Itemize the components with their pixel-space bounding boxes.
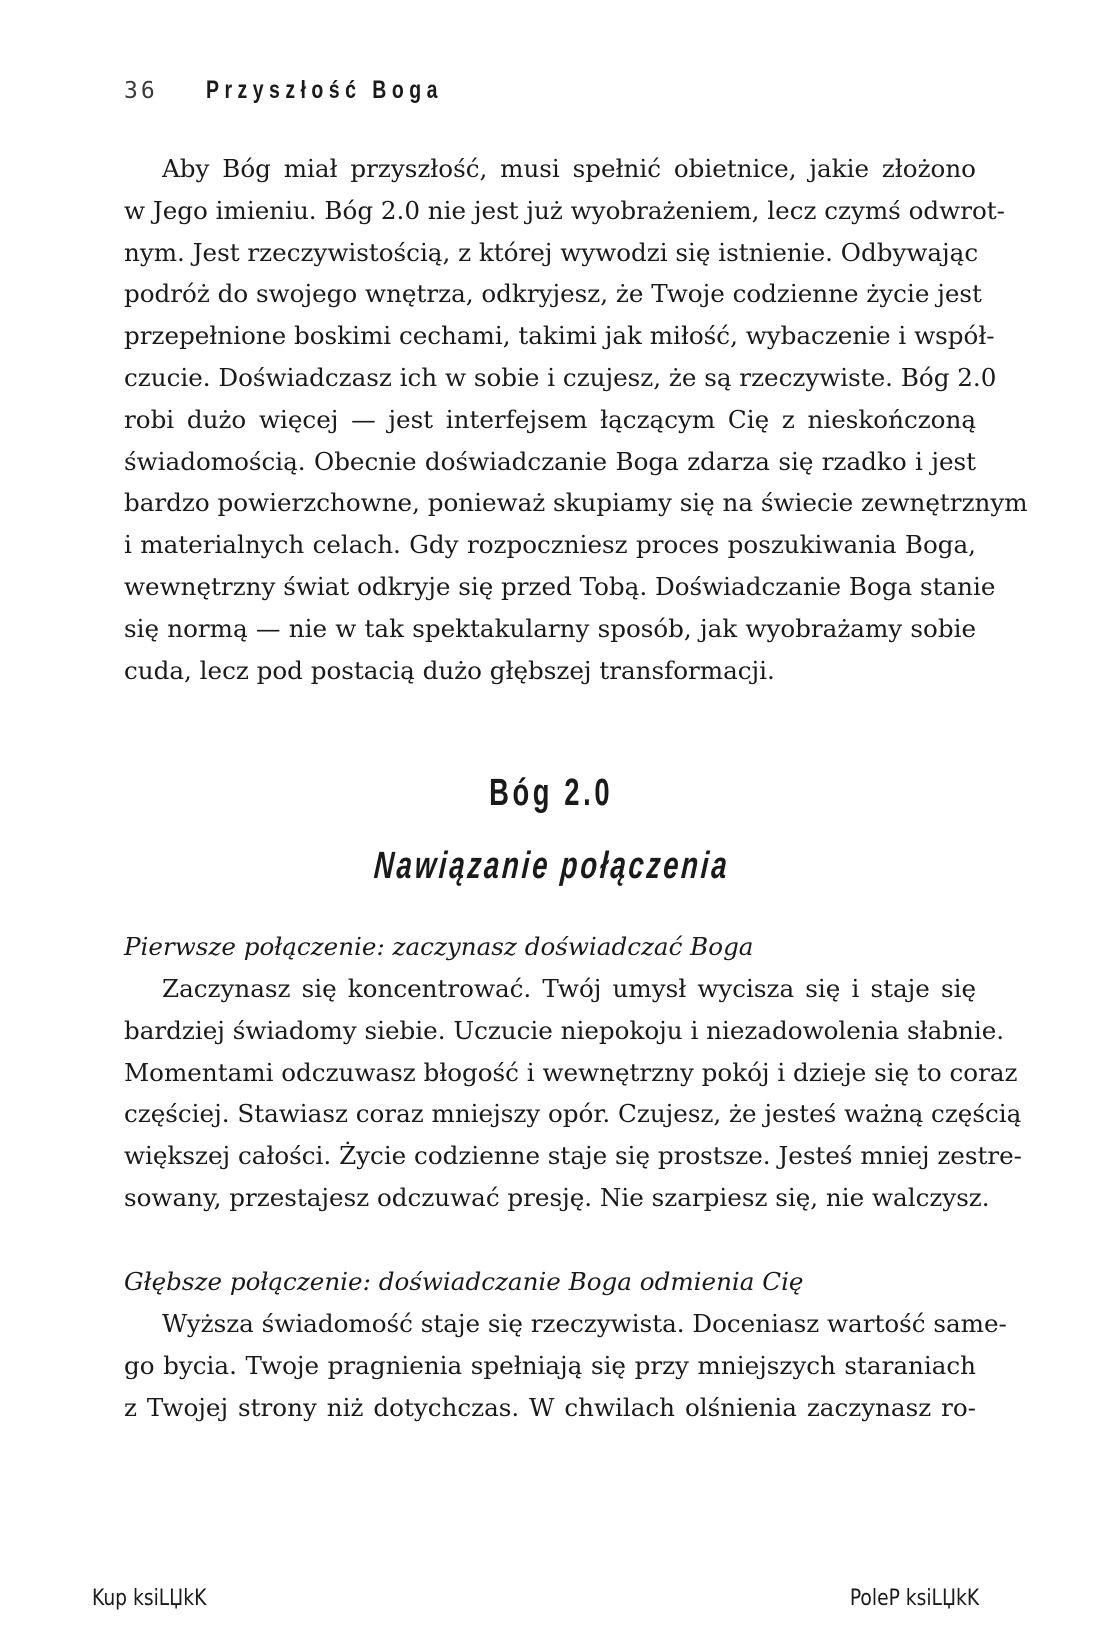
- section-title-text: Bóg 2.0: [489, 772, 614, 814]
- recommend-book-link[interactable]: PoleP ksiLЏkK: [849, 1586, 979, 1611]
- deeper-connection-paragraph: [124, 1303, 1007, 1428]
- text-line: czucie. Doświadczasz ich w sobie i czujesz, że są rzeczywiste. Bóg 2.0: [124, 362, 997, 392]
- section-subtitle-text: Nawiązanie połączenia: [372, 845, 731, 887]
- subheading-deeper-connection: Głębsze połączenie: doświadczanie Boga odmienia Cię: [124, 1267, 804, 1296]
- text-line: Zaczynasz się koncentrować. Twój umysł wycisza się i staje się: [162, 974, 976, 1003]
- subheading-first-connection: Pierwsze połączenie: zaczynasz doświadczać Boga: [124, 932, 754, 961]
- text-line: Wyższa świadomość staje się rzeczywista. Doceniasz wartość same-: [162, 1309, 1007, 1338]
- intro-paragraph: [124, 148, 1028, 691]
- text-line: Aby Bóg miał przyszłość, musi spełnić obietnice, jakie złożono: [162, 154, 976, 183]
- text-line: większej całości. Życie codzienne staje się prostsze. Jesteś mniej zestre-: [124, 1141, 1022, 1171]
- text-line: w Jego imieniu. Bóg 2.0 nie jest już wyobrażeniem, lecz czymś odwrot-: [124, 195, 1005, 225]
- text-line: robi dużo więcej — jest interfejsem łączącym Cię z nieskończoną: [124, 404, 976, 434]
- text-line: się normą — nie w tak spektakularny sposób, jak wyobrażamy sobie: [124, 613, 976, 643]
- first-connection-paragraph: [124, 968, 1022, 1219]
- text-line: świadomością. Obecnie doświadczanie Boga zdarza się rzadko i jest: [124, 446, 976, 476]
- buy-book-link[interactable]: Kup ksiLЏkK: [92, 1586, 207, 1611]
- text-line: cuda, lecz pod postacią dużo głębszej transformacji.: [124, 655, 775, 685]
- text-line: częściej. Stawiasz coraz mniejszy opór. Czujesz, że jesteś ważną częścią: [124, 1099, 1022, 1129]
- text-line: podróż do swojego wnętrza, odkryjesz, że Twoje codzienne życie jest: [124, 279, 982, 309]
- running-title: Przyszłość Boga: [205, 76, 443, 104]
- page-number: 36: [124, 78, 158, 104]
- section-subtitle: [0, 845, 1103, 888]
- text-line: przepełnione boskimi cechami, takimi jak miłość, wybaczenie i współ-: [124, 321, 995, 351]
- text-line: i materialnych celach. Gdy rozpoczniesz proces poszukiwania Boga,: [124, 530, 976, 560]
- text-line: wewnętrzny świat odkryje się przed Tobą. Doświadczanie Boga stanie: [124, 571, 996, 601]
- text-line: z Twojej strony niż dotychczas. W chwilach olśnienia zaczynasz ro-: [124, 1392, 976, 1422]
- text-line: Momentami odczuwasz błogość i wewnętrzny pokój i dzieje się to coraz: [124, 1057, 1018, 1087]
- section-title: [0, 772, 1103, 815]
- running-header: [124, 76, 509, 116]
- text-line: nym. Jest rzeczywistością, z której wywodzi się istnienie. Odbywając: [124, 237, 979, 267]
- text-line: sowany, przestajesz odczuwać presję. Nie szarpiesz się, nie walczysz.: [124, 1182, 990, 1212]
- text-line: bardziej świadomy siebie. Uczucie niepokoju i niezadowolenia słabnie.: [124, 1015, 1005, 1045]
- text-line: bardzo powierzchowne, ponieważ skupiamy się na świecie zewnętrznym: [124, 488, 1028, 518]
- text-line: go bycia. Twoje pragnienia spełniają się przy mniejszych staraniach: [124, 1350, 976, 1380]
